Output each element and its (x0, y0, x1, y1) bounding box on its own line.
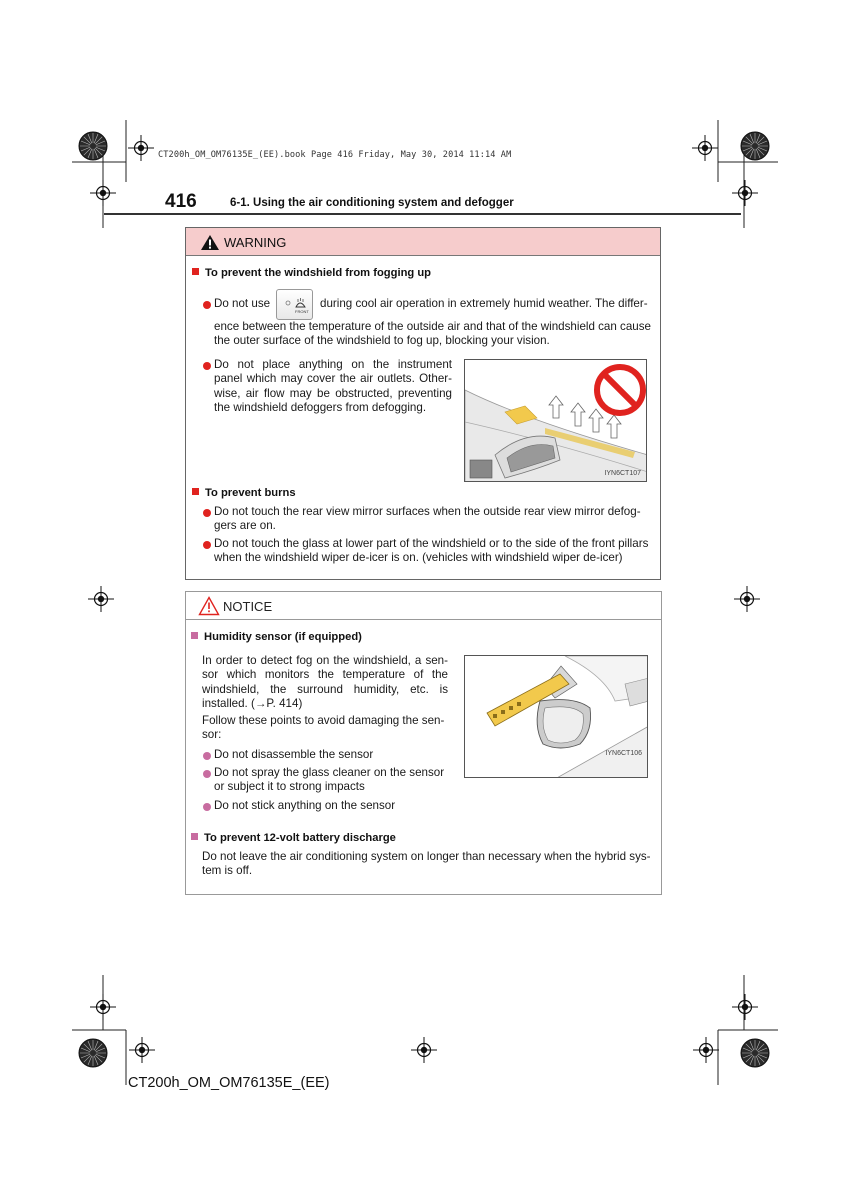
burns-item2-line: when the windshield wiper de-icer is on. (vehicles with windshield wiper de-icer) (214, 551, 623, 565)
fog-item2-line: panel which may cover the air outlets. Other- (214, 372, 452, 386)
burns-item2-line: Do not touch the glass at lower part of the windshield or to the side of the front pillars (214, 537, 649, 550)
humidity-bullet2-line: Do not spray the glass cleaner on the sensor (214, 766, 445, 779)
battery-heading (191, 832, 396, 844)
fog-item2-line: wise, air flow may be obstructed, preventing (214, 386, 452, 400)
humidity-bullet2-line: or subject it to strong impacts (214, 780, 365, 794)
notice-header (186, 592, 661, 620)
square-bullet-icon (192, 268, 199, 275)
notice-title: NOTICE (223, 599, 273, 614)
section-title: 6-1. Using the air conditioning system and defogger (230, 197, 514, 209)
front-defogger-button-icon (276, 289, 313, 320)
battery-body-line: tem is off. (202, 864, 253, 878)
warning-triangle-icon (200, 234, 220, 251)
humidity-para1-line: In order to detect fog on the windshield, a sen- (202, 654, 448, 667)
bullet-dot-icon (203, 770, 211, 778)
header-rule (104, 213, 741, 215)
front-button-label: FRONT (295, 309, 309, 314)
humidity-bullet1: Do not disassemble the sensor (214, 748, 374, 761)
humidity-bullet2 (214, 766, 444, 795)
figure-code: IYN6CT106 (605, 750, 642, 757)
burns-item2 (214, 537, 648, 566)
notice-box (185, 591, 662, 895)
bullet-dot-icon (203, 752, 211, 760)
fog-item1-before: Do not use (214, 297, 271, 310)
square-bullet-icon (191, 632, 198, 639)
fog-item1-after: during cool air operation in extremely humid weather. The differ- (320, 297, 648, 310)
fog-item1-line2: ence between the temperature of the outside air and that of the windshield can cause (214, 320, 651, 333)
burns-item1-line: gers are on. (214, 519, 276, 533)
humidity-heading (191, 631, 362, 643)
dashboard-illustration (465, 360, 647, 482)
footer-code: CT200h_OM_OM76135E_(EE) (128, 1075, 330, 1091)
battery-heading-text: To prevent 12-volt battery discharge (204, 832, 396, 844)
fog-item1-line3: the outer surface of the windshield to fog up, blocking your vision. (214, 334, 550, 347)
humidity-para1-line: windshield, the surround humidity, etc. is (202, 682, 448, 696)
humidity-para1 (202, 654, 448, 712)
bullet-dot-icon (203, 362, 211, 370)
page-number: 416 (165, 191, 197, 212)
fog-heading (192, 267, 431, 279)
figure-code: IYN6CT107 (604, 470, 641, 477)
bullet-dot-icon (203, 803, 211, 811)
fog-heading-text: To prevent the windshield from fogging up (205, 267, 432, 279)
burns-item1-line: Do not touch the rear view mirror surfaces when the outside rear view mirror defog- (214, 505, 641, 518)
humidity-para2-line: Follow these points to avoid damaging the sen- (202, 714, 445, 727)
battery-body (202, 850, 651, 879)
square-bullet-icon (191, 833, 198, 840)
humidity-para2 (202, 714, 448, 743)
humidity-para2-line: sor: (202, 728, 222, 742)
humidity-bullet3: Do not stick anything on the sensor (214, 799, 396, 812)
sensor-illustration (465, 656, 648, 778)
warning-header (186, 228, 660, 256)
humidity-para1-line: sor which monitors the temperature of the (202, 668, 448, 682)
burns-heading (192, 487, 296, 499)
notice-triangle-icon (198, 596, 220, 616)
prohibition-icon (597, 367, 643, 413)
fog-item2 (214, 358, 452, 416)
square-bullet-icon (192, 488, 199, 495)
bullet-dot-icon (203, 541, 211, 549)
battery-body-line: Do not leave the air conditioning system on longer than necessary when the hybrid sys- (202, 850, 651, 863)
warning-title: WARNING (224, 235, 287, 250)
sensor-figure (464, 655, 648, 778)
humidity-heading-text: Humidity sensor (if equipped) (204, 631, 362, 643)
bullet-dot-icon (203, 301, 211, 309)
dashboard-figure (464, 359, 647, 482)
humidity-para1-line: installed. (→P. 414) (202, 697, 303, 711)
print-header: CT200h_OM_OM76135E_(EE).book Page 416 Friday, May 30, 2014 11:14 AM (158, 150, 512, 160)
burns-item1 (214, 505, 641, 534)
fog-item2-line: the windshield defoggers from defogging. (214, 401, 427, 415)
warning-box (185, 227, 661, 580)
fog-item2-line: Do not place anything on the instrument (214, 358, 452, 371)
burns-heading-text: To prevent burns (205, 487, 296, 499)
bullet-dot-icon (203, 509, 211, 517)
